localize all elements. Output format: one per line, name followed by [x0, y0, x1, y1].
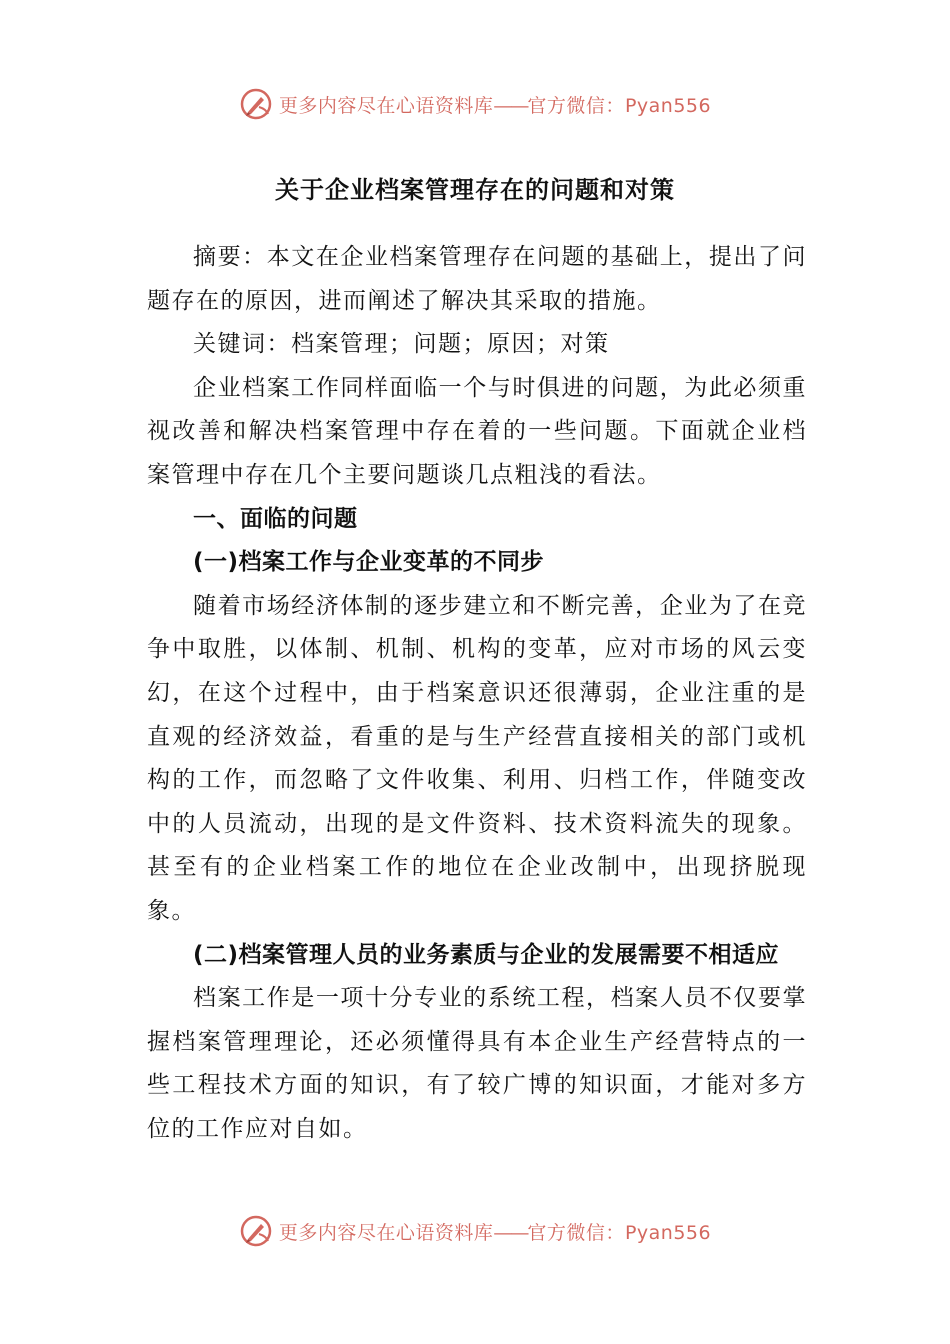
footer-watermark — [0, 1211, 950, 1251]
document-title: 关于企业档案管理存在的问题和对策 — [275, 176, 675, 204]
subsection-heading-1: (一)档案工作与企业变革的不同步 — [193, 549, 545, 576]
watermark-dash: — — [493, 94, 511, 117]
intro-paragraph: 企业档案工作同样面临一个与时俱进的问题，为此必须重视改善和解决档案管理中存在着的一些问题。下面就企业档案管理中存在几个主要问题谈几点粗浅的看法。 — [147, 374, 807, 488]
watermark-wechat-id: Pyan556 — [624, 1221, 712, 1244]
watermark-dash: — — [493, 1221, 511, 1244]
section-heading-1: 一、面临的问题 — [193, 505, 358, 532]
watermark-text: 更多内容尽在心语资料库 — [278, 1221, 494, 1244]
watermark-wechat-label: 官方微信： — [527, 1221, 625, 1244]
subsection-heading-2: (二)档案管理人员的业务素质与企业的发展需要不相适应 — [193, 941, 780, 968]
watermark-dash-2: — — [510, 94, 528, 117]
pen-logo-icon — [239, 1214, 273, 1248]
keywords-paragraph: 关键词：档案管理；问题；原因；对策 — [193, 331, 610, 358]
subsection-2-paragraph: 档案工作是一项十分专业的系统工程，档案人员不仅要掌握档案管理理论，还必须懂得具有本企业生产经营特点的一些工程技术方面的知识，有了较广博的知识面，才能对多方位的工作应对自如。 — [147, 985, 807, 1142]
watermark-dash-2: — — [510, 1221, 528, 1244]
pen-logo-icon — [239, 87, 273, 121]
watermark-wechat-id: Pyan556 — [624, 94, 712, 117]
header-watermark — [0, 84, 950, 124]
watermark-text: 更多内容尽在心语资料库 — [278, 94, 494, 117]
subsection-1-paragraph: 随着市场经济体制的逐步建立和不断完善，企业为了在竞争中取胜，以体制、机制、机构的变革，应对市场的风云变幻，在这个过程中，由于档案意识还很薄弱，企业注重的是直观的经济效益，看重的是与生产经营直接相关的部门或机构的工作，而忽略了文件收集、利用、归档工作，伴随变改中的人员流动，出现的是文件资料、技术资料流失的现象。甚至有的企业档案工作的地位在企业改制中，出现挤脱现象。 — [147, 592, 807, 924]
document-body — [147, 236, 807, 1151]
watermark-wechat-label: 官方微信： — [527, 94, 625, 117]
abstract-paragraph: 摘要：本文在企业档案管理存在问题的基础上，提出了问题存在的原因，进而阐述了解决其采取的措施。 — [147, 244, 807, 314]
